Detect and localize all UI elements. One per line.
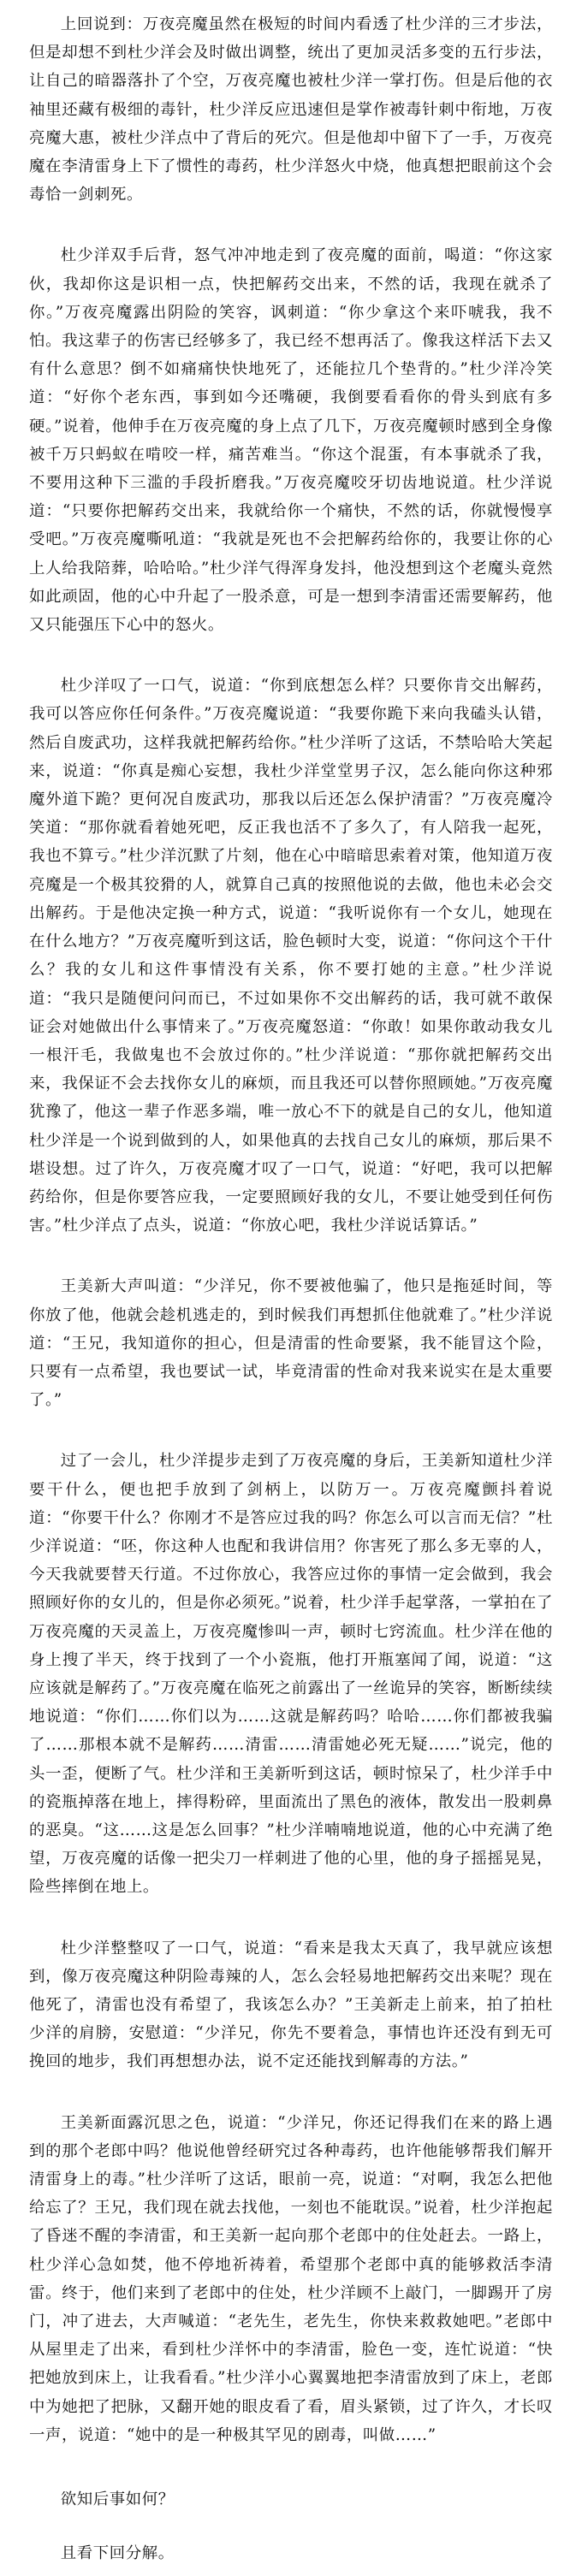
story-paragraph-6: 杜少洋整整叹了一口气，说道：“看来是我太天真了，我早就应该想到，像万夜亮魔这种阴险毒辣的人，怎么会轻易地把解药交出来呢？现在他死了，清雷也没有希望了，我该怎么办？”王美新走上前来，拍了拍杜少洋的肩膀，安慰道：“少洋兄，你先不要着急，事情也许还没有到无可挽回的地步，我们再想想办法，说不定还能找到解毒的方法。” xyxy=(29,1939,553,2071)
story-paragraph-3: 杜少洋叹了一口气，说道：“你到底想怎么样？只要你肯交出解药，我可以答应你任何条件。”万夜亮魔说道：“我要你跪下来向我磕头认错，然后自废武功，这样我就把解药给你。”杜少洋听了这话，不禁哈哈大笑起来，说道：“你真是痴心妄想，我杜少洋堂堂男子汉，怎么能向你这种邪魔外道下跪？更何况自废武功，那我以后还怎么保护清雷？”万夜亮魔冷笑道：“那你就看着她死吧，反正我也活不了多久了，有人陪我一起死，我也不算亏。”杜少洋沉默了片刻，他在心中暗暗思索着对策，他知道万夜亮魔是一个极其狡猾的人，就算自己真的按照他说的去做，他也未必会交出解药。于是他决定换一种方式，说道：“我听说你有一个女儿，她现在在什么地方？”万夜亮魔听到这话，脸色顿时大变，说道：“你问这个干什么？我的女儿和这件事情没有关系，你不要打她的主意。”杜少洋说道：“我只是随便问问而已，不过如果你不交出解药的话，我可就不敢保证会对她做出什么事情来了。”万夜亮魔怒道：“你敢！如果你敢动我女儿一根汗毛，我做鬼也不会放过你的。”杜少洋说道：“那你就把解药交出来，我保证不会去找你女儿的麻烦，而且我还可以替你照顾她。”万夜亮魔犹豫了，他这一辈子作恶多端，唯一放心不下的就是自己的女儿，他知道杜少洋是一个说到做到的人，如果他真的去找自己女儿的麻烦，那后果不堪设想。过了许久，万夜亮魔才叹了一口气，说道：“好吧，我可以把解药给你，但是你要答应我，一定要照顾好我的女儿，不要让她受到任何伤害。”杜少洋点了点头，说道：“你放心吧，我杜少洋说话算话。” xyxy=(29,677,553,1235)
story-paragraph-1: 上回说到：万夜亮魔虽然在极短的时间内看透了杜少洋的三才步法，但是却想不到杜少洋会及时做出调整，统出了更加灵活多变的五行步法，让自己的暗器落扑了个空，万夜亮魔也被杜少洋一掌打伤。但是后他的衣袖里还藏有极细的毒针，杜少洋反应迅速但是掌作被毒针刺中衔地，万夜亮魔大惠，被杜少洋点中了背后的死穴。但是他却中留下了一手，万夜亮魔在李清雷身上下了惯性的毒药，杜少洋怒火中烧，他真想把眼前这个会毒恰一剑刺死。 xyxy=(29,15,553,204)
story-paragraph-4: 王美新大声叫道：“少洋兄，你不要被他骗了，他只是拖延时间，等你放了他，他就会趁机逃走的，到时候我们再想抓住他就难了。”杜少洋说道：“王兄，我知道你的担心，但是清雷的性命要紧，我不能冒这个险，只要有一点希望，我也要试一试，毕竟清雷的性命对我来说实在是太重要了。” xyxy=(29,1277,553,1410)
closing-question: 欲知后事如何？ xyxy=(60,2490,175,2509)
story-paragraph-5: 过了一会儿，杜少洋提步走到了万夜亮魔的身后，王美新知道杜少洋要干什么，便也把手放到了剑柄上，以防万一。万夜亮魔颤抖着说道：“你要干什么？你刚才不是答应过我的吗？你怎么可以言而无信？”杜少洋说道：“呸，你这种人也配和我讲信用？你害死了那么多无辜的人，今天我就要替天行道。不过你放心，我答应过你的事情一定会做到，我会照顾好你的女儿的，但是你必须死。”说着，杜少洋手起掌落，一掌拍在了万夜亮魔的天灵盖上，万夜亮魔惨叫一声，顿时七窍流血。杜少洋在他的身上搜了半天，终于找到了一个小瓷瓶，他打开瓶塞闻了闻，说道：“这应该就是解药了。”万夜亮魔在临死之前露出了一丝诡异的笑容，断断续续地说道：“你们……你们以为……这就是解药吗？哈哈……你们都被我骗了……那根本就不是解药……清雷……清雷她必死无疑……”说完，他的头一歪，便断了气。杜少洋和王美新听到这话，顿时惊呆了，杜少洋手中的瓷瓶掉落在地上，摔得粉碎，里面流出了黑色的液体，散发出一股刺鼻的恶臭。“这……这是怎么回事？”杜少洋喃喃地说道，他的心中充满了绝望，万夜亮魔的话像一把尖刀一样刺进了他的心里，他的身子摇摇晃晃，险些摔倒在地上。 xyxy=(29,1452,553,1897)
closing-next-chapter: 且看下回分解。 xyxy=(60,2544,175,2563)
story-paragraph-7: 王美新面露沉思之色，说道：“少洋兄，你还记得我们在来的路上遇到的那个老郎中吗？他说他曾经研究过各种毒药，也许他能够帮我们解开清雷身上的毒。”杜少洋听了这话，眼前一亮，说道：“对啊，我怎么把他给忘了？王兄，我们现在就去找他，一刻也不能耽误。”说着，杜少洋抱起了昏迷不醒的李清雷，和王美新一起向那个老郎中的住处赶去。一路上，杜少洋心急如焚，他不停地祈祷着，希望那个老郎中真的能够救活李清雷。终于，他们来到了老郎中的住处，杜少洋顾不上敲门，一脚踢开了房门，冲了进去，大声喊道：“老先生，老先生，你快来救救她吧。”老郎中从屋里走了出来，看到杜少洋怀中的李清雷，脸色一变，连忙说道：“快把她放到床上，让我看看。”杜少洋小心翼翼地把李清雷放到了床上，老郎中为她把了把脉，又翻开她的眼皮看了看，眉头紧锁，过了许久，才长叹一声，说道：“她中的是一种极其罕见的剧毒，叫做……” xyxy=(29,2113,553,2444)
story-paragraph-2: 杜少洋双手后背，怒气冲冲地走到了夜亮魔的面前，喝道：“你这家伙，我却你这是识相一点，快把解药交出来，不然的话，我现在就杀了你。”万夜亮魔露出阴险的笑容，讽刺道：“你少拿这个来吓唬我，我不怕。我这辈子的伤害已经够多了，我已经不想再活了。像我这样活下去又有什么意思？倒不如痛痛快快地死了，还能拉几个垫背的。”杜少洋冷笑道：“好你个老东西，事到如今还嘴硬，我倒要看看你的骨头到底有多硬。”说着，他伸手在万夜亮魔的身上点了几下，万夜亮魔顿时感到全身像被千万只蚂蚁在啃咬一样，痛苦难当。“你这个混蛋，有本事就杀了我，不要用这种下三滥的手段折磨我。”万夜亮魔咬牙切齿地说道。杜少洋说道：“只要你把解药交出来，我就给你一个痛快，不然的话，你就慢慢享受吧。”万夜亮魔嘶吼道：“我就是死也不会把解药给你的，我要让你的心上人给我陪葬，哈哈哈。”杜少洋气得浑身发抖，他没想到这个老魔头竟然如此顽固，他的心中升起了一股杀意，可是一想到李清雷还需要解药，他又只能强压下心中的怒火。 xyxy=(29,246,553,635)
